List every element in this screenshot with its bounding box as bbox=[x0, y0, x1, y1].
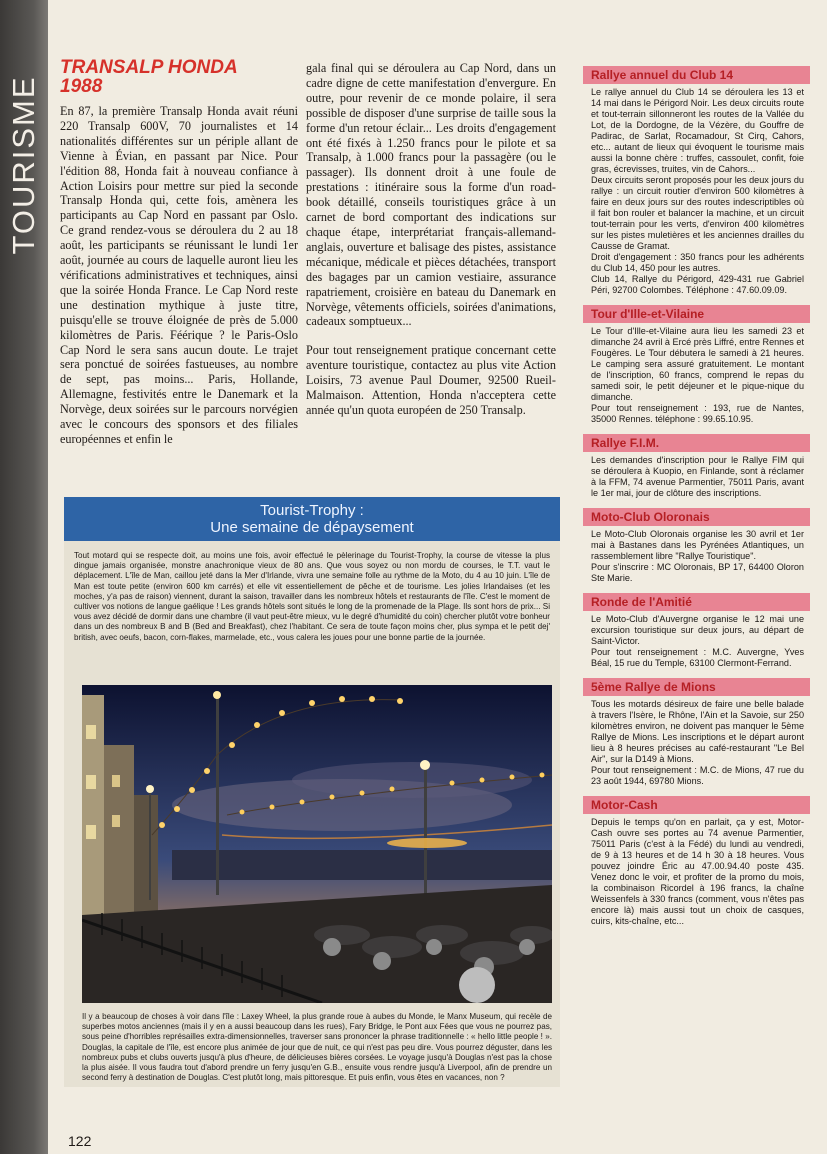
sidebar-paragraph: Pour tout renseignement : 193, rue de Nantes, 35000 Rennes. téléphone : 99.65.10.95. bbox=[591, 403, 804, 424]
sidebar-paragraph: Le Tour d'Ille-et-Vilaine aura lieu les samedi 23 et dimanche 24 avril à Ercé près Liffré, entre Rennes et Fougères. Le Tour débutera le samedi à 21 heures. Le camping sera assuré gratuitement. Le montant de l'inscription, 60 francs, comprend le repas du samedi soir, le petit déjeuner et le pique-nique du dimanche. bbox=[591, 326, 804, 402]
sidebar-paragraph: Les demandes d'inscription pour le Rallye FIM qui se déroulera à Kuopio, en Finlande, sont à réclamer à la FFM, 74 avenue Parmentier, 75011 Paris, avant le 1er mai, jour de clôture des inscriptions. bbox=[591, 455, 804, 498]
sidebar-item-body bbox=[583, 84, 810, 296]
sidebar-item-body bbox=[583, 452, 810, 499]
douglas-promenade-photo bbox=[82, 685, 552, 1003]
night-promenade-illustration bbox=[82, 685, 552, 1003]
sidebar-item-oloronais bbox=[583, 508, 810, 584]
article-headline bbox=[60, 58, 298, 96]
article-col2-contact: Pour tout renseignement pratique concernant cette aventure touristique, contactez au plus vite Action Loisirs, 73 avenue Paul Doumer, 92500 Rueil-Malmaison. Attention, Honda n'acceptera cette année qu'un quota européen de 250 Transalp. bbox=[306, 343, 556, 417]
feature-title-line-1: Tourist-Trophy : bbox=[260, 502, 364, 519]
sidebar-item-body bbox=[583, 814, 810, 927]
article-col2-paragraph: gala final qui se déroulera au Cap Nord, dans un cadre digne de cette manifestation d'envergure. En outre, pour revenir de ce monde polaire, il sera possible de disposer d'une surprise de taille sous la forme d'un retour éclair... Les droits d'engagement ont été fixés à 1.250 francs pour le pilote et sa Transalp, à 1.000 francs pour la passagère (ou le passager). Ils donnent droit à une foule de prestations : itinéraire sous la forme d'un road-book détaillé, conseils touristiques grâce à un carnet de bord comportant des indications sur chaque étape, interprétariat français-allemand-anglais, ouverture et balisage des pistes, assistance mécanique, médicale et pièces détachées, transport des bagages par un camion vestiaire, assurance rapatriement, croisière en bateau du Danemark en Norvège, vêtements officiels, soirées d'animations, cadeaux somptueux... bbox=[306, 61, 556, 329]
sidebar-paragraph: Deux circuits seront proposés pour les deux jours du rallye : un circuit routier d'environ 500 kilomètres à faire en deux jours sur des routes indescriptibles où il fait bon rouler et balancer la machine, et un circuit tout-terrain pour les verts, d'environ 400 kilomètres sur les pistes muletières et les anciennes drailles du Causse de Gramat. bbox=[591, 175, 804, 251]
tourist-trophy-box bbox=[64, 497, 560, 1087]
page-number: 122 bbox=[68, 1133, 92, 1149]
sidebar-item-body bbox=[583, 526, 810, 584]
sidebar-item-ille-et-vilaine bbox=[583, 305, 810, 425]
sidebar-paragraph: Pour tout renseignement : M.C. de Mions, 47 rue du 23 août 1944, 69780 Mions. bbox=[591, 765, 804, 786]
events-sidebar bbox=[583, 66, 810, 1106]
sidebar-item-rallye-fim bbox=[583, 434, 810, 499]
sidebar-paragraph: Pour s'inscrire : MC Oloronais, BP 17, 64400 Oloron Ste Marie. bbox=[591, 562, 804, 583]
section-label: TOURISME bbox=[6, 75, 41, 255]
headline-line-1: TRANSALP HONDA bbox=[60, 57, 238, 78]
article-column-1 bbox=[60, 58, 298, 447]
sidebar-paragraph: Depuis le temps qu'on en parlait, ça y est, Motor-Cash ouvre ses portes au 74 avenue Parmentier, 75011 Paris (c'est à la Fédé) du lundi au vendredi, de 9 à 13 heures et de 14 h 30 à 18 heures. Vous pouvez joindre Éric au 47.00.94.40 poste 435. Venez donc le voir, et profiter de la promo du mois, la combinaison Ricordel à 196 francs, la chaîne Weissenfels à 330 francs (comment, vous n'êtes pas encore là) mais aussi tout un choix de casques, cuirs, kits-chaîne, etc... bbox=[591, 817, 804, 926]
sidebar-item-title: Moto-Club Oloronais bbox=[583, 508, 810, 526]
sidebar-item-club14 bbox=[583, 66, 810, 296]
sidebar-paragraph: Club 14, Rallye du Périgord, 429-431 rue Gabriel Péri, 92700 Colombes. Téléphone : 47.60.09.09. bbox=[591, 274, 804, 295]
article-column-2 bbox=[306, 61, 556, 418]
headline-line-2: 1988 bbox=[60, 76, 103, 97]
feature-title-line-2: Une semaine de dépaysement bbox=[210, 519, 414, 536]
sidebar-paragraph: Le rallye annuel du Club 14 se déroulera les 13 et 14 mai dans le Périgord Noir. Les deux circuits route et tout-terrain sillonneront les routes de la Vallée du Lot, de la Dordogne, de la Vézère, du Gouffre de Padirac, de Sarlat, Rocamadour, St Cirq, Cahors, etc... autant de lieux qui évoquent le tourisme mais aussi la bonne chère : truffes, cassoulet, confit, foie gras, écrevisses, truites, vin de Cahors... bbox=[591, 87, 804, 174]
sidebar-item-title: Tour d'Ille-et-Vilaine bbox=[583, 305, 810, 323]
sidebar-item-title: Ronde de l'Amitié bbox=[583, 593, 810, 611]
sidebar-item-ronde-amitie bbox=[583, 593, 810, 669]
tourist-trophy-banner bbox=[64, 497, 560, 541]
sidebar-paragraph: Pour tout renseignement : M.C. Auvergne, Yves Béal, 15 rue du Temple, 63100 Clermont-Ferrand. bbox=[591, 647, 804, 668]
feature-lead-text: Tout motard qui se respecte doit, au moins une fois, avoir effectué le pèlerinage du Tourist-Trophy, la course de vitesse la plus dingue jamais organisée, monstre anachronique vieux de 80 ans. Que vous soyez ou non mordu de courses, le T.T. vaut le déplacement. L'île de Man, caillou jeté dans la Mer d'Irlande, vivra une semaine folle au rythme de la Moto, du 4 au 10 juin. L'île de Man est toute petite (environ 600 km carrés) et elle vit essentiellement de pêche et de tourisme. Les jolies Irlandaises (et les moches, y'a pas de raison) viennent, durant la saison, travailler dans les nombreux hôtels et restaurants de l'île. C'est le moment de cultiver vos notions de langue gaélique ! Les grands hôtels sont situés le long de la promenade de la Plage. Ils sont hors de prix... Si vous avez décidé de dormir dans une chambre (il vaut peut-être mieux, vu le degré d'humidité du coin) chercher plutôt votre bonheur dans un des nombreux B and B (Bed and Breakfast), chez l'habitant. Ce sera de toute façon moins cher, plus sympa et le petit dej' british, avec oeufs, bacon, corn-flakes, marmelade, etc., vous calera les joues pour une bonne partie de la journée. bbox=[74, 551, 550, 642]
sidebar-item-title: Motor-Cash bbox=[583, 796, 810, 814]
section-rail bbox=[0, 55, 48, 275]
sidebar-item-motor-cash bbox=[583, 796, 810, 927]
sidebar-paragraph: Droit d'engagement : 350 francs pour les adhérents du Club 14, 450 pour les autres. bbox=[591, 252, 804, 273]
sidebar-item-title: Rallye F.I.M. bbox=[583, 434, 810, 452]
sidebar-item-rallye-mions bbox=[583, 678, 810, 787]
feature-photo-caption: Il y a beaucoup de choses à voir dans l'île : Laxey Wheel, la plus grande roue à aubes du Monde, le Manx Museum, qui recèle de superbes motos anciennes (mais il y en a aussi beaucoup dans les rues), Fary Bridge, le Pont aux Fées que vous ne pourrez pas, sous peine d'horribles représailles extra-dimensionnelles, traverser sans prononcer la phrase traditionnelle : « hello little people ! ». Douglas, la capitale de l'île, est encore plus animée de jour que de nuit, ce qui n'est pas peu dire. Vous pourrez déguster, dans les nombreux pubs et clubs ouverts jusqu'à plus d'heure, de délicieuses bières corsées. Le voyage jusqu'à Douglas n'est pas la chose la plus aisée. Il vous faudra tout d'abord prendre un ferry jusqu'en G.B., ensuite vous rendre jusqu'à Liverpool, afin de prendre un second ferry à destination de Douglas. C'est plutôt long, mais pittoresque. Et puis enfin, vous êtes en vacances, non ? bbox=[82, 1012, 552, 1083]
sidebar-item-title: Rallye annuel du Club 14 bbox=[583, 66, 810, 84]
sidebar-paragraph: Le Moto-Club d'Auvergne organise le 12 mai une excursion touristique sur deux jours, au départ de Saint-Victor. bbox=[591, 614, 804, 646]
sidebar-item-title: 5ème Rallye de Mions bbox=[583, 678, 810, 696]
article-col1-paragraph: En 87, la première Transalp Honda avait réuni 220 Transalp 600V, 70 journalistes et 14 nationalités différentes sur un périple allant de Vienne à Évian, en passant par Nice. Pour l'édition 88, Honda fait à nouveau confiance à Action Loisirs pour mettre sur pied la seconde Transalp Honda qui, cette fois, amènera les participants au Cap Nord en passant par Oslo. Ce grand rendez-vous se déroulera du 2 au 18 août, les participants se réunissant le lundi 1er août, journée au cours de laquelle auront lieu les vérifications administratives et techniques, ainsi que la soirée Honda France. Le Cap Nord reste une destination mythique à juste titre, puisqu'elle se trouve éloignée de près de 5.000 kilomètres de Paris. Féérique ? le Paris-Oslo Cap Nord le sera sans aucun doute. Le trajet sera ponctué de soirées fastueuses, au nombre de sept, pas moins... Paris, Hollande, Allemagne, festivités entre le Danemark et la Norvège, deux soirées sur le parcours norvégien avec le concours des sponsors et des filiales européennes et enfin le bbox=[60, 104, 298, 446]
sidebar-paragraph: Tous les motards désireux de faire une belle balade à travers l'Isère, le Rhône, l'Ain et la Savoie, sur 250 kilomètres environ, ne doivent pas manquer le 5ème Rallye de Mions. Les inscriptions et le départ auront lieu à 8 heures précises au café-restaurant "Le Bel Air", sur la D149 à Mions. bbox=[591, 699, 804, 764]
sidebar-item-body bbox=[583, 611, 810, 669]
sidebar-item-body bbox=[583, 323, 810, 425]
sidebar-paragraph: Le Moto-Club Oloronais organise les 30 avril et 1er mai à Bastanes dans les Pyrénées Atlantiques, un rassemblement libre "Rallye Touristique". bbox=[591, 529, 804, 561]
sidebar-item-body bbox=[583, 696, 810, 787]
